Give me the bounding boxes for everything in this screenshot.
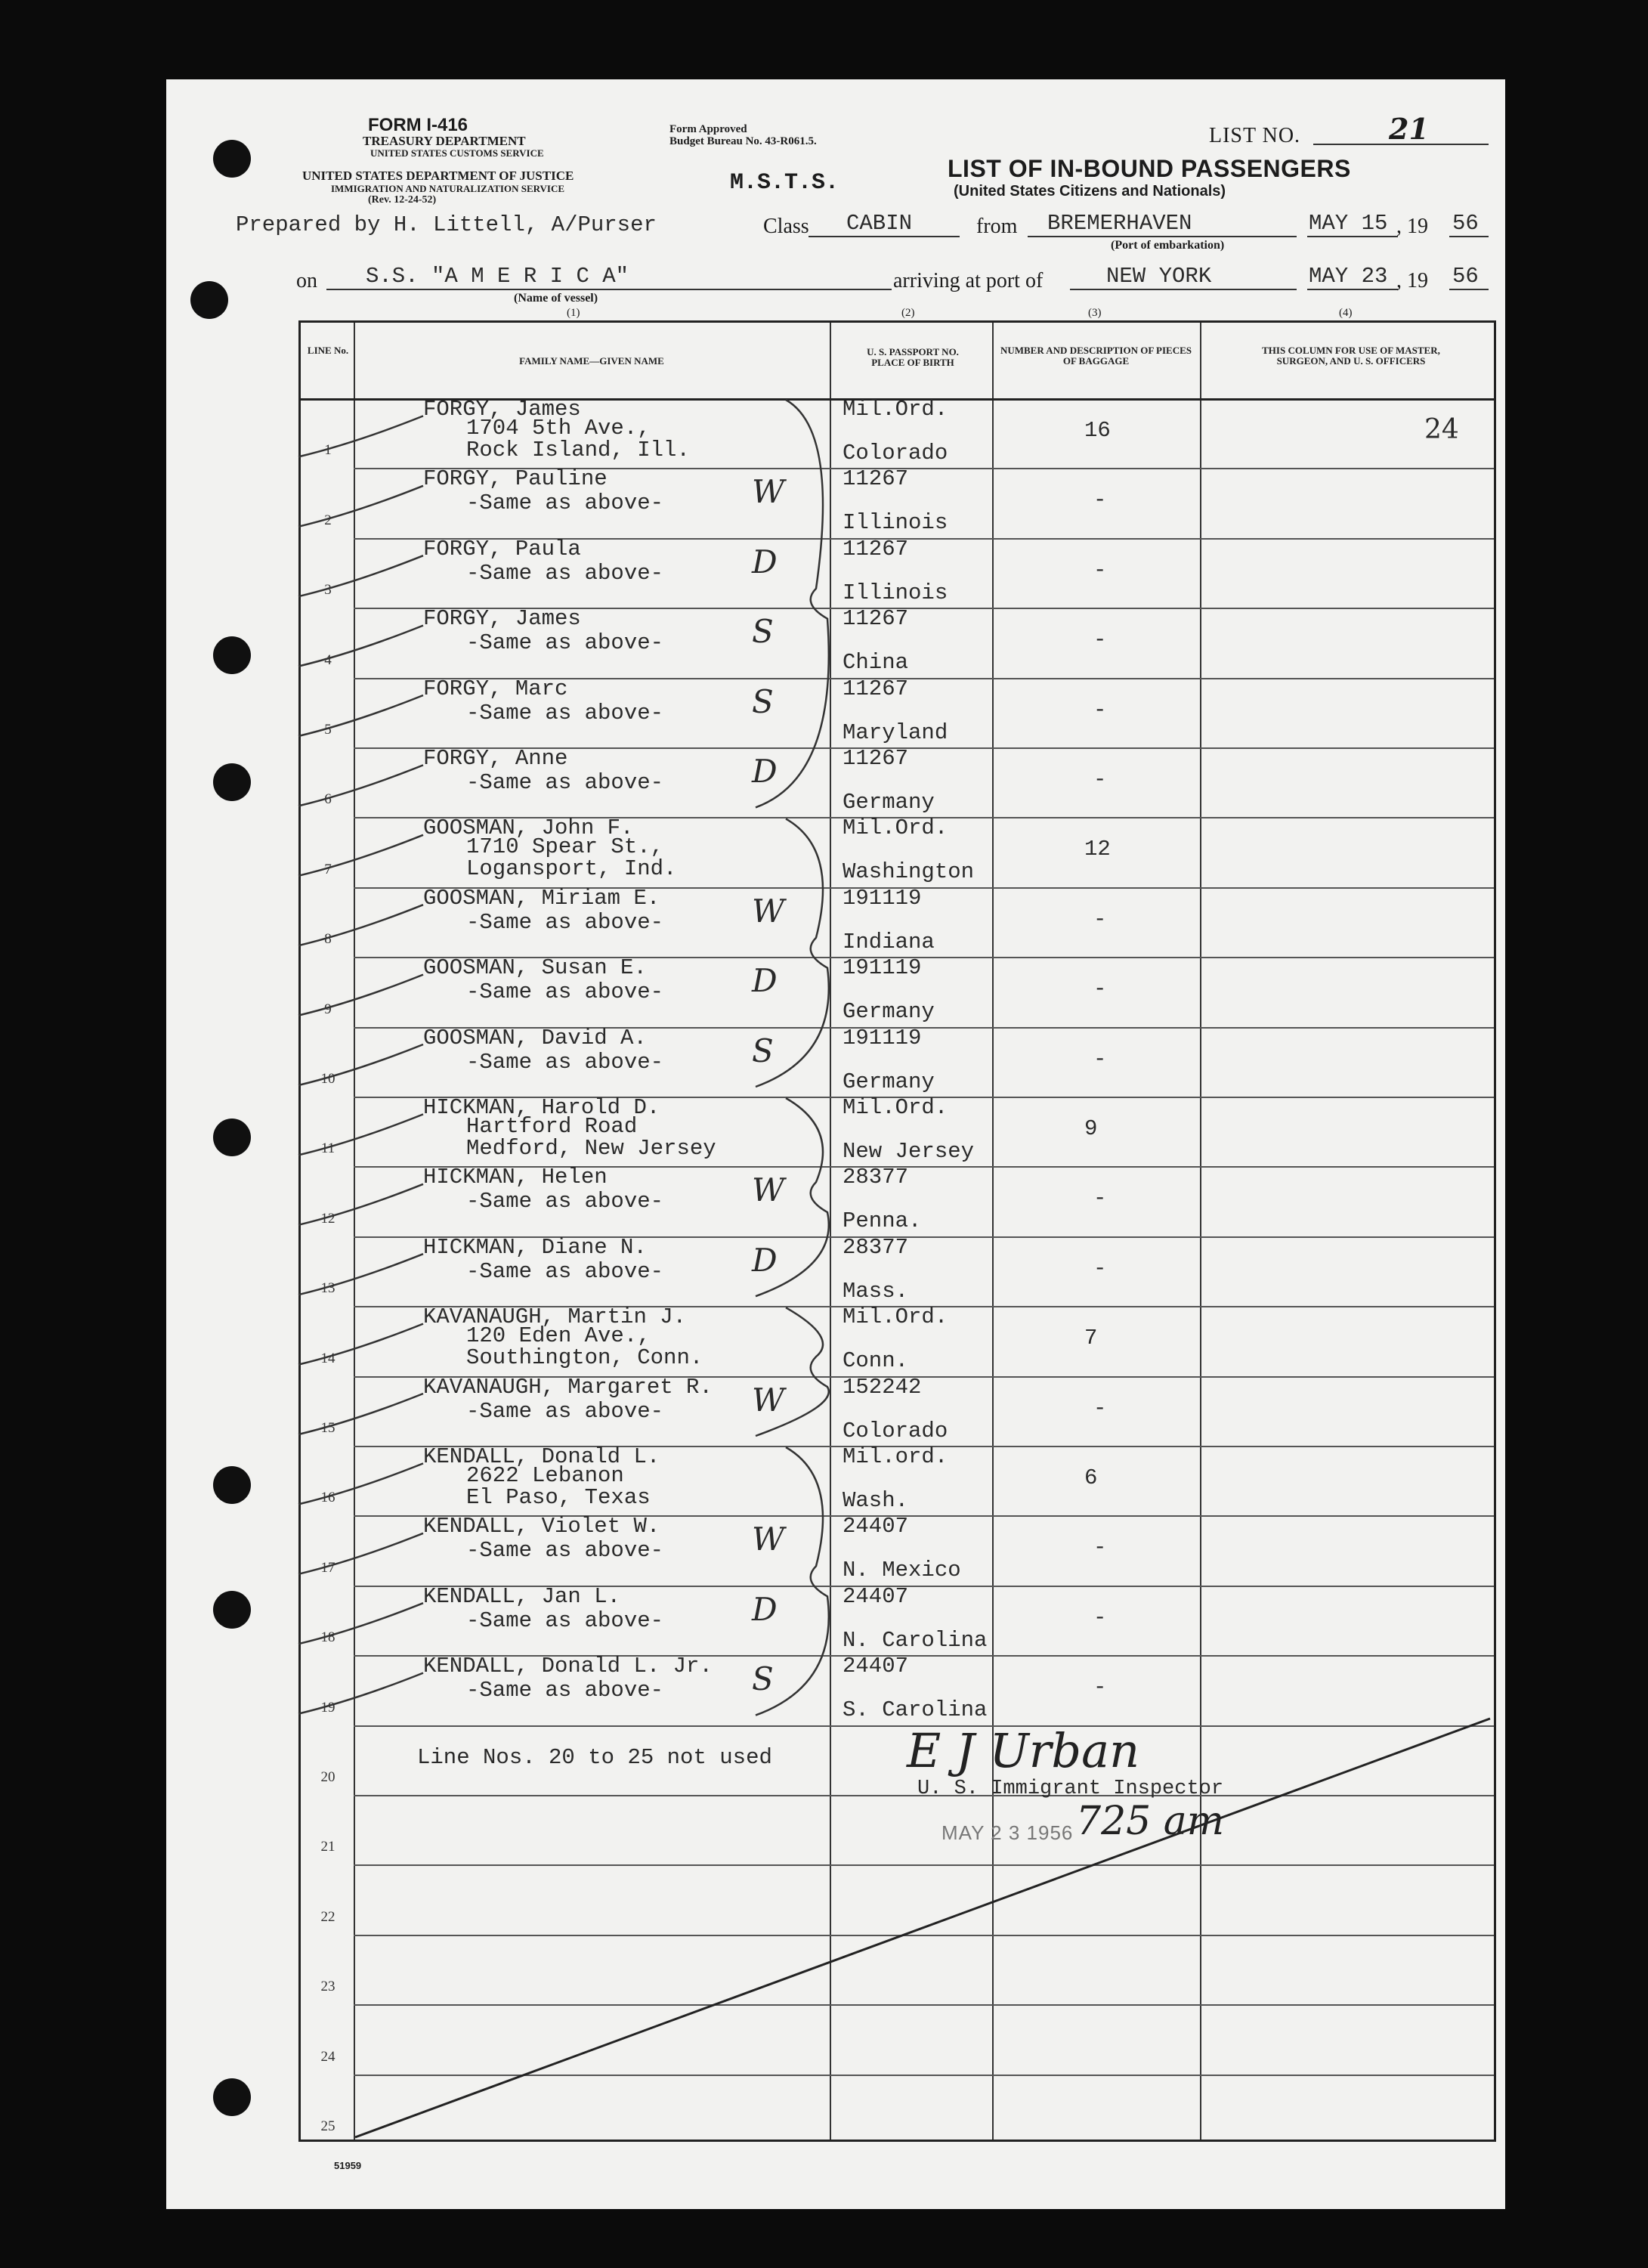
relationship-mark: D bbox=[752, 543, 778, 580]
relationship-mark: S bbox=[752, 1032, 774, 1069]
inspector-signature: E J Urban bbox=[907, 1723, 1140, 1778]
line-number: 18 bbox=[320, 1629, 335, 1646]
passenger-address: 2622 Lebanon bbox=[466, 1463, 624, 1488]
line-number: 10 bbox=[320, 1071, 335, 1087]
vessel-note: (Name of vessel) bbox=[514, 292, 598, 305]
place-of-birth: Germany bbox=[843, 1069, 935, 1094]
place-of-birth: Washington bbox=[843, 859, 975, 885]
line-number: 3 bbox=[324, 582, 332, 599]
form-number: FORM I-416 bbox=[368, 115, 468, 135]
passport-number: Mil.Ord. bbox=[843, 1304, 948, 1330]
embark-year-prefix: , 19 bbox=[1396, 215, 1428, 238]
passport-number: 24407 bbox=[843, 1514, 909, 1539]
header-passport: U. S. PASSPORT NO. PLACE OF BIRTH bbox=[867, 346, 959, 368]
line-number: 22 bbox=[320, 1908, 335, 1925]
check-mark-stroke bbox=[298, 1673, 423, 1714]
place-of-birth: Wash. bbox=[843, 1488, 909, 1513]
passenger-same-address: -Same as above- bbox=[466, 1189, 664, 1214]
passenger-name: KAVANAUGH, Martin J. bbox=[423, 1304, 687, 1330]
header-officers: THIS COLUMN FOR USE OF MASTER, SURGEON, AND U. S. OFFICERS bbox=[1262, 345, 1440, 367]
line-number: 17 bbox=[320, 1559, 335, 1576]
passenger-same-address: -Same as above- bbox=[466, 909, 664, 935]
place-of-birth: New Jersey bbox=[843, 1139, 975, 1164]
from-label: from bbox=[976, 215, 1018, 238]
relationship-mark: W bbox=[752, 473, 785, 511]
line-number: 13 bbox=[320, 1280, 335, 1297]
baggage-count: 9 bbox=[1084, 1116, 1098, 1141]
family-bracket bbox=[756, 400, 829, 807]
check-mark-stroke bbox=[298, 1114, 423, 1155]
place-of-birth: N. Carolina bbox=[843, 1627, 988, 1653]
passport-number: 191119 bbox=[843, 1025, 922, 1050]
line-number: 7 bbox=[324, 861, 332, 877]
relationship-mark: D bbox=[752, 1590, 778, 1628]
relationship-mark: S bbox=[752, 1660, 774, 1698]
passenger-name: GOOSMAN, John F. bbox=[423, 815, 634, 841]
column-number-2: (2) bbox=[901, 307, 915, 319]
place-of-birth: Germany bbox=[843, 999, 935, 1025]
passport-number: 11267 bbox=[843, 746, 909, 771]
relationship-mark: W bbox=[752, 1521, 785, 1558]
passenger-same-address: -Same as above- bbox=[466, 1607, 664, 1633]
passenger-same-address: -Same as above- bbox=[466, 979, 664, 1005]
baggage-count: - bbox=[1093, 976, 1107, 1002]
place-of-birth: Colorado bbox=[843, 441, 948, 466]
passenger-name: HICKMAN, Helen bbox=[423, 1165, 608, 1190]
header-name: FAMILY NAME—GIVEN NAME bbox=[519, 355, 664, 367]
line-number: 15 bbox=[320, 1420, 335, 1436]
check-mark-stroke bbox=[298, 835, 423, 876]
passenger-name: FORGY, Paula bbox=[423, 536, 581, 562]
passenger-city: Medford, New Jersey bbox=[466, 1136, 716, 1161]
passenger-name: FORGY, Pauline bbox=[423, 466, 608, 492]
baggage-count: - bbox=[1093, 767, 1107, 792]
passport-number: 191119 bbox=[843, 885, 922, 911]
baggage-count: - bbox=[1093, 1255, 1107, 1281]
passport-number: 11267 bbox=[843, 466, 909, 492]
place-of-birth: S. Carolina bbox=[843, 1697, 988, 1723]
check-mark-stroke bbox=[298, 626, 423, 667]
passenger-same-address: -Same as above- bbox=[466, 1678, 664, 1703]
officer-count: 24 bbox=[1424, 414, 1459, 445]
relationship-mark: D bbox=[752, 962, 778, 1000]
baggage-count: 16 bbox=[1084, 418, 1111, 443]
passport-number: Mil.Ord. bbox=[843, 1095, 948, 1120]
arrival-date-stamp: MAY 2 3 1956 bbox=[941, 1821, 1074, 1844]
passenger-name: FORGY, James bbox=[423, 397, 581, 422]
relationship-mark: D bbox=[752, 1241, 778, 1279]
baggage-count: - bbox=[1093, 1186, 1107, 1211]
passenger-city: Logansport, Ind. bbox=[466, 856, 677, 882]
family-bracket bbox=[756, 1447, 829, 1716]
relationship-mark: W bbox=[752, 1171, 785, 1209]
budget-bureau: Budget Bureau No. 43-R061.5. bbox=[669, 135, 817, 147]
check-mark-stroke bbox=[298, 1324, 423, 1365]
passport-number: 152242 bbox=[843, 1374, 922, 1400]
passenger-address: 120 Eden Ave., bbox=[466, 1323, 651, 1349]
check-mark-stroke bbox=[298, 486, 423, 527]
baggage-count: - bbox=[1093, 627, 1107, 653]
passport-number: 28377 bbox=[843, 1165, 909, 1190]
passenger-city: Southington, Conn. bbox=[466, 1345, 703, 1371]
passenger-name: KENDALL, Violet W. bbox=[423, 1514, 660, 1539]
port-embark-note: (Port of embarkation) bbox=[1111, 239, 1225, 252]
passport-number: Mil.Ord. bbox=[843, 815, 948, 841]
relationship-mark: D bbox=[752, 753, 778, 790]
baggage-count: - bbox=[1093, 697, 1107, 722]
place-of-birth: N. Mexico bbox=[843, 1558, 961, 1583]
passenger-city: Rock Island, Ill. bbox=[466, 438, 690, 463]
check-mark-stroke bbox=[298, 1533, 423, 1574]
check-mark-stroke bbox=[298, 765, 423, 806]
cancel-diagonal-line bbox=[355, 1719, 1490, 2137]
line-number: 19 bbox=[320, 1699, 335, 1716]
baggage-count: - bbox=[1093, 487, 1107, 513]
check-mark-stroke bbox=[298, 1184, 423, 1225]
on-label: on bbox=[296, 269, 317, 292]
line-number: 12 bbox=[320, 1210, 335, 1227]
baggage-count: - bbox=[1093, 1395, 1107, 1421]
column-number-3: (3) bbox=[1088, 307, 1102, 319]
passenger-same-address: -Same as above- bbox=[466, 1049, 664, 1075]
check-mark-stroke bbox=[298, 555, 423, 596]
arrival-year: 56 bbox=[1452, 264, 1479, 289]
passport-number: Mil.ord. bbox=[843, 1444, 948, 1469]
check-mark-stroke bbox=[298, 416, 423, 456]
baggage-count: 6 bbox=[1084, 1465, 1098, 1490]
baggage-count: - bbox=[1093, 1604, 1107, 1630]
baggage-count: 7 bbox=[1084, 1326, 1098, 1351]
place-of-birth: China bbox=[843, 650, 909, 676]
lines-not-used-note: Line Nos. 20 to 25 not used bbox=[417, 1745, 772, 1770]
customs-service: UNITED STATES CUSTOMS SERVICE bbox=[370, 147, 544, 159]
place-of-birth: Colorado bbox=[843, 1418, 948, 1443]
treasury-dept: TREASURY DEPARTMENT bbox=[363, 134, 526, 148]
passenger-name: FORGY, Marc bbox=[423, 676, 568, 701]
line-number: 11 bbox=[320, 1140, 335, 1157]
passenger-name: HICKMAN, Diane N. bbox=[423, 1234, 647, 1260]
list-number: 21 bbox=[1389, 112, 1429, 146]
passport-number: 24407 bbox=[843, 1583, 909, 1609]
passenger-name: FORGY, Anne bbox=[423, 746, 568, 771]
passport-number: 11267 bbox=[843, 536, 909, 562]
revision-date: (Rev. 12-24-52) bbox=[368, 194, 437, 206]
class-value: CABIN bbox=[846, 211, 913, 236]
passport-number: Mil.Ord. bbox=[843, 397, 948, 422]
column-number-4: (4) bbox=[1339, 307, 1353, 319]
passenger-same-address: -Same as above- bbox=[466, 770, 664, 795]
passenger-name: HICKMAN, Harold D. bbox=[423, 1095, 660, 1120]
line-number: 14 bbox=[320, 1350, 335, 1366]
header-baggage: NUMBER AND DESCRIPTION OF PIECES OF BAGGAGE bbox=[1000, 345, 1192, 367]
passenger-same-address: -Same as above- bbox=[466, 560, 664, 586]
relationship-mark: S bbox=[752, 613, 774, 651]
check-mark-stroke bbox=[298, 975, 423, 1016]
ins-service: IMMIGRATION AND NATURALIZATION SERVICE bbox=[331, 183, 565, 194]
passenger-same-address: -Same as above- bbox=[466, 490, 664, 516]
place-of-birth: Indiana bbox=[843, 929, 935, 955]
check-mark-stroke bbox=[298, 695, 423, 736]
passenger-same-address: -Same as above- bbox=[466, 1538, 664, 1564]
passport-number: 11267 bbox=[843, 606, 909, 632]
place-of-birth: Penna. bbox=[843, 1208, 922, 1234]
page-title: LIST OF IN-BOUND PASSENGERS bbox=[948, 155, 1351, 182]
place-of-birth: Germany bbox=[843, 790, 935, 815]
line-number: 1 bbox=[324, 442, 332, 459]
check-mark-stroke bbox=[298, 1463, 423, 1504]
line-number: 8 bbox=[324, 931, 332, 948]
passenger-name: GOOSMAN, David A. bbox=[423, 1025, 647, 1050]
baggage-count: - bbox=[1093, 906, 1107, 932]
passenger-name: GOOSMAN, Miriam E. bbox=[423, 885, 660, 911]
port-of-embarkation: BREMERHAVEN bbox=[1047, 211, 1192, 236]
passenger-name: KENDALL, Donald L. Jr. bbox=[423, 1654, 713, 1679]
column-number-1: (1) bbox=[567, 307, 580, 319]
passenger-same-address: -Same as above- bbox=[466, 630, 664, 656]
arrival-year-prefix: , 19 bbox=[1396, 269, 1428, 292]
form-approved: Form Approved bbox=[669, 123, 747, 135]
line-number: 16 bbox=[320, 1490, 335, 1506]
passport-number: 24407 bbox=[843, 1654, 909, 1679]
family-bracket bbox=[756, 1307, 829, 1436]
line-number: 6 bbox=[324, 791, 332, 808]
passenger-address: Hartford Road bbox=[466, 1114, 638, 1139]
inspection-time: 725 am bbox=[1076, 1799, 1225, 1844]
passenger-address: 1710 Spear St., bbox=[466, 834, 664, 860]
baggage-count: - bbox=[1093, 1535, 1107, 1561]
passenger-city: El Paso, Texas bbox=[466, 1485, 651, 1510]
line-number: 9 bbox=[324, 1001, 332, 1017]
line-number: 24 bbox=[320, 2048, 335, 2065]
relationship-mark: S bbox=[752, 682, 774, 720]
family-bracket bbox=[756, 1098, 829, 1296]
line-number: 23 bbox=[320, 1979, 335, 1995]
check-mark-stroke bbox=[298, 1603, 423, 1644]
line-number: 25 bbox=[320, 2118, 335, 2134]
print-code: 51959 bbox=[334, 2160, 362, 2171]
passenger-same-address: -Same as above- bbox=[466, 1398, 664, 1424]
msts-label: M.S.T.S. bbox=[730, 170, 839, 196]
place-of-birth: Mass. bbox=[843, 1278, 909, 1304]
check-mark-stroke bbox=[298, 1254, 423, 1295]
passport-number: 191119 bbox=[843, 955, 922, 981]
passport-number: 28377 bbox=[843, 1234, 909, 1260]
baggage-count: - bbox=[1093, 1675, 1107, 1700]
baggage-count: - bbox=[1093, 557, 1107, 583]
header-line-no: LINE No. bbox=[307, 345, 349, 356]
passenger-name: GOOSMAN, Susan E. bbox=[423, 955, 647, 981]
passenger-name: KENDALL, Donald L. bbox=[423, 1444, 660, 1469]
passenger-name: KAVANAUGH, Margaret R. bbox=[423, 1374, 713, 1400]
place-of-birth: Illinois bbox=[843, 510, 948, 536]
line-number: 4 bbox=[324, 651, 332, 668]
passenger-same-address: -Same as above- bbox=[466, 1258, 664, 1284]
vessel-name: S.S. "A M E R I C A" bbox=[366, 264, 629, 289]
check-mark-stroke bbox=[298, 1044, 423, 1085]
arriving-label: arriving at port of bbox=[893, 269, 1044, 292]
line-number: 2 bbox=[324, 512, 332, 528]
baggage-count: - bbox=[1093, 1046, 1107, 1072]
passenger-address: 1704 5th Ave., bbox=[466, 416, 651, 441]
line-number: 20 bbox=[320, 1769, 335, 1785]
check-mark-stroke bbox=[298, 1394, 423, 1434]
passenger-name: FORGY, James bbox=[423, 606, 581, 632]
arrival-port: NEW YORK bbox=[1106, 264, 1212, 289]
relationship-mark: W bbox=[752, 1381, 785, 1419]
page-subtitle: (United States Citizens and Nationals) bbox=[954, 183, 1226, 200]
relationship-mark: W bbox=[752, 892, 785, 930]
inspector-title: U. S. Immigrant Inspector bbox=[917, 1778, 1224, 1800]
class-label: Class bbox=[763, 215, 809, 238]
place-of-birth: Conn. bbox=[843, 1348, 909, 1374]
baggage-count: 12 bbox=[1084, 837, 1111, 862]
passenger-same-address: -Same as above- bbox=[466, 700, 664, 726]
place-of-birth: Illinois bbox=[843, 580, 948, 605]
line-number: 5 bbox=[324, 722, 332, 738]
passport-number: 11267 bbox=[843, 676, 909, 701]
passenger-name: KENDALL, Jan L. bbox=[423, 1583, 621, 1609]
place-of-birth: Maryland bbox=[843, 719, 948, 745]
arrival-date: MAY 23 bbox=[1309, 264, 1388, 289]
line-number: 21 bbox=[320, 1839, 335, 1855]
embark-year: 56 bbox=[1452, 211, 1479, 236]
family-bracket bbox=[756, 818, 829, 1087]
check-mark-stroke bbox=[298, 905, 423, 945]
embark-date: MAY 15 bbox=[1309, 211, 1388, 236]
justice-dept: UNITED STATES DEPARTMENT OF JUSTICE bbox=[302, 169, 574, 183]
prepared-by: Prepared by H. Littell, A/Purser bbox=[236, 212, 657, 237]
list-no-label: LIST NO. bbox=[1209, 124, 1301, 147]
